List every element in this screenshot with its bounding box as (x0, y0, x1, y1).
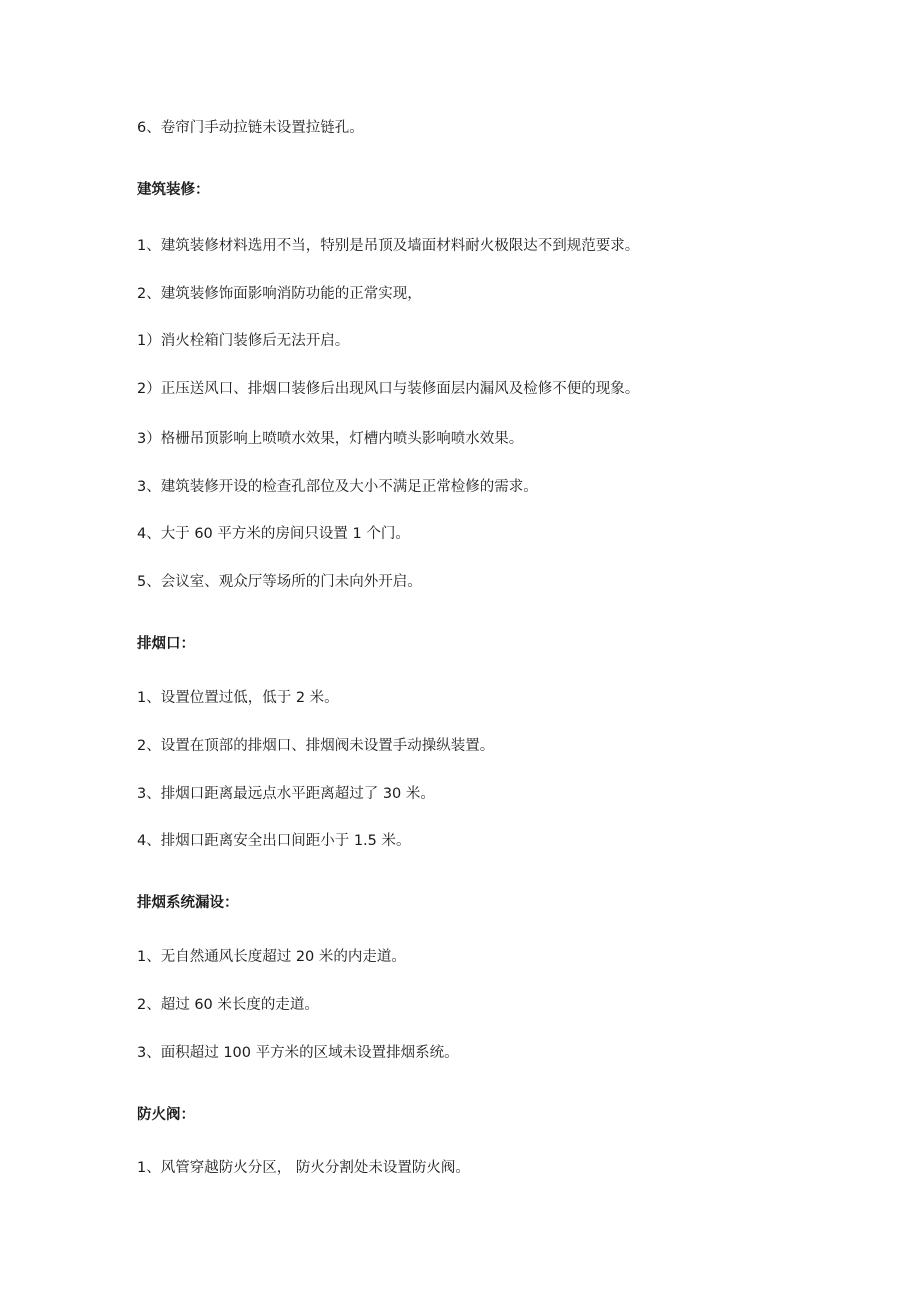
item-corridor-60m: 2、超过 60 米长度的走道。 (137, 997, 319, 1013)
item-door-opening-direction: 5、会议室、观众厅等场所的门未向外开启。 (137, 574, 422, 590)
item-inspection-hole: 3、建筑装修开设的检查孔部位及大小不满足正常检修的需求。 (137, 479, 538, 495)
item-duct-fire-damper: 1、风管穿越防火分区， 防火分割处未设置防火阀。 (137, 1160, 470, 1176)
item-room-door-count: 4、大于 60 平方米的房间只设置 1 个门。 (137, 526, 410, 542)
item-area-100sqm: 3、面积超过 100 平方米的区域未设置排烟系统。 (137, 1045, 459, 1061)
heading-smoke-outlet: 排烟口： (137, 636, 195, 652)
item-decoration-materials: 1、建筑装修材料选用不当，特别是吊顶及墙面材料耐火极限达不到规范要求。 (137, 238, 640, 254)
item-manual-control: 2、设置在顶部的排烟口、排烟阀未设置手动操纵装置。 (137, 738, 495, 754)
item-shutter-door-chain: 6、卷帘门手动拉链未设置拉链孔。 (137, 120, 364, 136)
subitem-hydrant-door: 1）消火栓箱门装修后无法开启。 (137, 333, 350, 349)
heading-building-decoration: 建筑装修： (137, 182, 210, 198)
item-exit-spacing: 4、排烟口距离安全出口间距小于 1.5 米。 (137, 833, 411, 849)
item-outlet-distance: 3、排烟口距离最远点水平距离超过了 30 米。 (137, 786, 435, 802)
item-decoration-surface: 2、建筑装修饰面影响消防功能的正常实现， (137, 286, 422, 302)
subitem-grille-ceiling: 3）格栅吊顶影响上喷喷水效果，灯槽内喷头影响喷水效果。 (137, 431, 524, 447)
item-corridor-20m: 1、无自然通风长度超过 20 米的内走道。 (137, 949, 406, 965)
item-outlet-height: 1、设置位置过低，低于 2 米。 (137, 690, 339, 706)
heading-smoke-system-missing: 排烟系统漏设： (137, 895, 239, 911)
heading-fire-damper: 防火阀： (137, 1107, 195, 1123)
subitem-air-vents: 2）正压送风口、排烟口装修后出现风口与装修面层内漏风及检修不便的现象。 (137, 381, 640, 397)
